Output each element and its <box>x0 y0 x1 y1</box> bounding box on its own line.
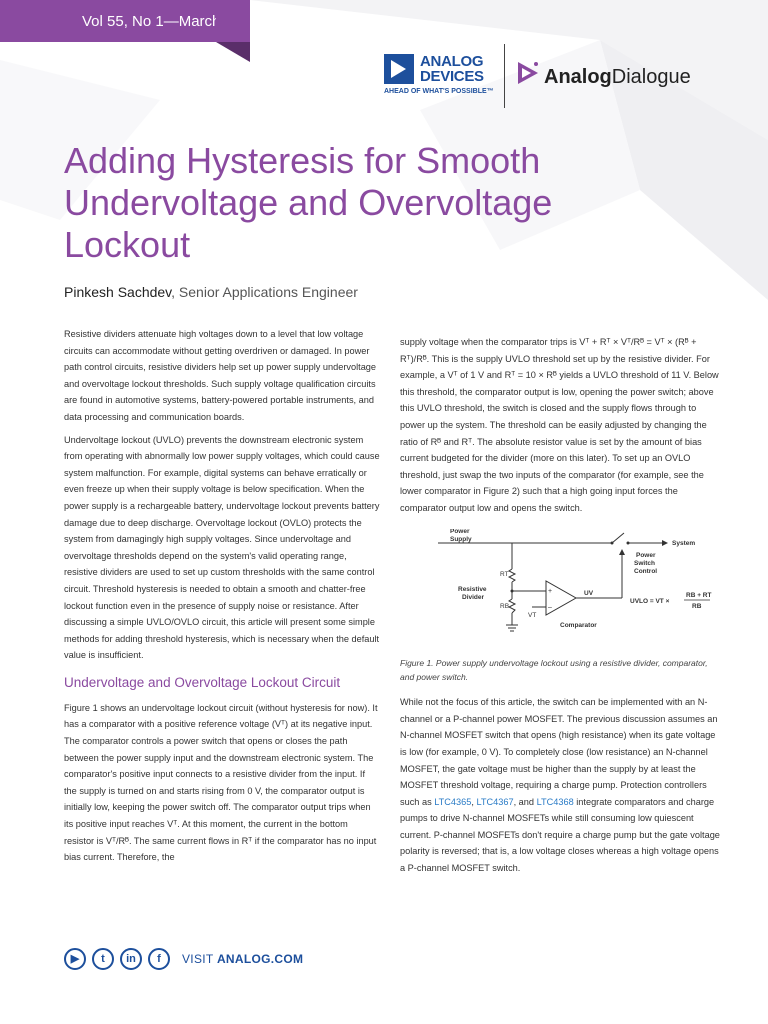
issue-banner: Vol 55, No 1—March 2021 <box>0 0 250 42</box>
article-title: Adding Hysteresis for Smooth Undervoltage and Overvoltage Lockout <box>64 140 553 265</box>
paragraph: Resistive dividers attenuate high voltages down to a level that low voltage circuits can accommodate without getting overdriven or damaged. In power path control circuits, resistive dividers help set up power supply undervoltage and overvoltage lockout thresholds. Such supply voltage qualification circuits are found in automotive systems, battery-powered portable instruments, and data processing and communication boards. <box>64 329 377 422</box>
label-rt: RT <box>500 570 509 578</box>
facebook-icon[interactable]: f <box>148 948 170 970</box>
left-column <box>64 326 380 872</box>
ad-wordmark-bold: Analog <box>544 66 612 88</box>
paragraph: supply voltage when the comparator trips is Vᵀ + Rᵀ × Vᵀ/Rᴮ = Vᵀ × (Rᴮ + Rᵀ)/Rᴮ. This is the supply UVLO threshold set up by the resistive divider. For example, a Vᵀ of 1 V and Rᵀ = 10 × Rᴮ yields a UVLO threshold of 11 V. Below this threshold, the comparator output is low, opening the power switch; above this UVLO threshold, the switch is closed and the supply flows through to power up the system. The threshold can be easily adjusted by changing the ratio of Rᴮ and Rᵀ. The absolute resistor value is set by the amount of bias current budgeted for the divider (more on this later). To set up an OVLO threshold, just swap the two inputs of the comparator (for example, see the lower comparator in Figure 2) such that a high going input forces the comparator output low and opens the switch. <box>400 337 719 513</box>
label-switch-control-3: Control <box>634 567 658 575</box>
link-ltc4367[interactable]: LTC4367 <box>476 796 514 807</box>
link-ltc4368[interactable]: LTC4368 <box>536 796 574 807</box>
label-switch-control-2: Switch <box>634 559 655 567</box>
svg-text:+: + <box>548 587 553 595</box>
uvlo-equation: UVLO = VT × <box>630 597 670 605</box>
label-divider-1: Resistive <box>458 585 487 593</box>
visit-link[interactable] <box>182 952 303 966</box>
adi-triangle-icon <box>384 54 414 84</box>
section-heading: Undervoltage and Overvoltage Lockout Circuit <box>64 674 341 690</box>
figure-1-circuit-diagram <box>434 529 738 639</box>
paragraph: Figure 1 shows an undervoltage lockout circuit (without hysteresis for now). It has a comparator with a positive reference voltage (Vᵀ) at its negative input. The comparator controls a power switch that opens or closes the path between the power supply input and the downstream electronic system. The comparator's positive input connects to a resistive divider from the input. If the supply is turned on and starts rising from 0 V, the comparator output is initially low, keeping the power switch off. The comparator output trips when its positive input reaches Vᵀ. At this moment, the current in the bottom resistor is Vᵀ/Rᴮ. The same current flows in Rᵀ if the comparator has no input bias current. Therefore, the <box>64 702 378 863</box>
byline <box>64 284 358 300</box>
paragraph: Undervoltage lockout (UVLO) prevents the downstream electronic system from operating with abnormally low power supply voltages, which could cause system malfunction. For example, digital systems can behave erratically or even freeze up when their supply voltage is below specification. When the power supply is a rechargeable battery, undervoltage lockout prevents battery damage due to deep discharge. Overvoltage lockout (OVLO) protects the system from damagingly high supply voltages. Since undervoltage and overvoltage thresholds depend on the system's valid operating range, resistive dividers are used to set up custom thresholds with the same control circuit. Threshold hysteresis is needed to obtain a smooth and chatter-free lockout function even in the presence of supply noise or resistance. After discussing a simple UVLO/OVLO circuit, this article will present some simple methods for adding threshold hysteresis, which is necessary when the default value is insufficient. <box>64 434 380 661</box>
youtube-icon[interactable]: ▶ <box>64 948 86 970</box>
label-system: System <box>672 539 696 547</box>
logo-divider <box>504 44 505 108</box>
label-uv: UV <box>584 589 594 597</box>
uvlo-fraction-numerator: RB + RT <box>686 591 712 599</box>
issue-banner-corner <box>216 0 250 42</box>
separator: , <box>471 796 477 807</box>
label-divider-2: Divider <box>462 593 485 601</box>
paragraph-text: While not the focus of this article, the switch can be implemented with an N-channel or a P-channel power MOSFET. The previous discussion assumes an N-channel MOSFET switch that opens (high resistance) when its gate voltage is low (for example, 0 V). To completely close (low resistance) an N-channel MOSFET, the gate voltage must be higher than the supply by at least the MOSFET threshold voltage, requiring a charge pump. Protection controllers such as <box>400 697 718 807</box>
ad-wordmark-regular: Dialogue <box>611 66 691 88</box>
paragraph <box>400 694 720 877</box>
analog-dialogue-icon <box>516 60 540 86</box>
paragraph-text: integrate comparators and charge pumps to drive N-channel MOSFETs while still consuming low quiescent current. P-channel MOSFETs don't require a charge pump but the gate voltage polarity is reversed; that is, a low voltage closes whereas a high voltage opens a P-channel MOSFET switch. <box>400 796 720 874</box>
adi-logo-word-1: ANALOG <box>420 53 484 70</box>
issue-banner-fold <box>216 42 250 62</box>
label-power-supply: Power <box>450 528 470 535</box>
adi-logo-word-2: DEVICES <box>420 68 484 85</box>
analog-dialogue-wordmark <box>544 66 691 89</box>
figure-caption: Figure 1. Power supply undervoltage lockout using a resistive divider, comparator, and power switch. <box>400 658 708 683</box>
uvlo-fraction-denominator: RB <box>692 602 702 610</box>
author-name: Pinkesh Sachdev <box>64 284 172 300</box>
site-label: ANALOG.COM <box>216 952 304 966</box>
twitter-icon[interactable]: t <box>92 948 114 970</box>
label-switch-control-1: Power <box>636 551 656 559</box>
analog-devices-logo[interactable] <box>384 52 504 104</box>
footer <box>64 948 364 972</box>
label-vt: VT <box>528 611 537 619</box>
label-rb: RB <box>500 602 510 610</box>
svg-text:–: – <box>548 603 552 611</box>
author-role: , Senior Applications Engineer <box>171 284 358 300</box>
linkedin-icon[interactable]: in <box>120 948 142 970</box>
right-column <box>400 334 720 883</box>
separator: , and <box>513 796 537 807</box>
label-comparator: Comparator <box>560 621 597 629</box>
adi-tagline: AHEAD OF WHAT'S POSSIBLE™ <box>384 88 494 95</box>
label-power-supply-2: Supply <box>450 535 472 543</box>
visit-label: VISIT <box>182 952 217 966</box>
link-ltc4365[interactable]: LTC4365 <box>434 796 472 807</box>
